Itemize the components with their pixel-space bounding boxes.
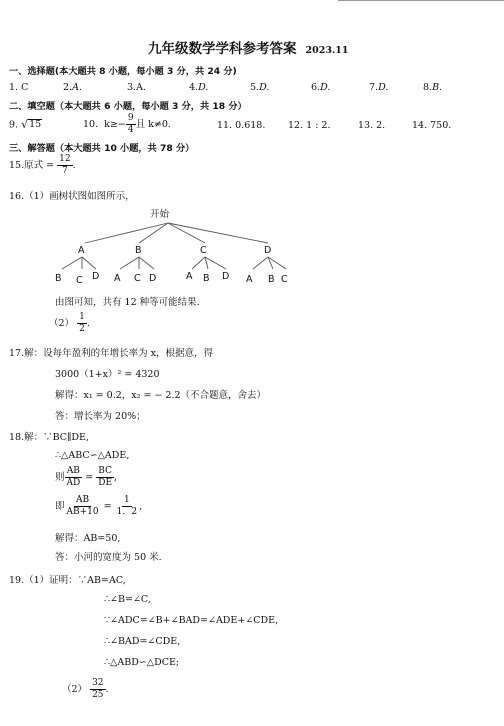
tree-branch (62, 257, 82, 269)
fill-item-10: 10. k≥− $\frac{9}{4}$ 且 k≠0. (83, 113, 171, 135)
section-solve-heading: 三、解答题（本大题共 10 小题，共 78 分） (9, 143, 195, 154)
fraction: $\frac{32}{25}$ (92, 678, 104, 700)
tree-branch (205, 257, 226, 269)
sqrt-expression: √ 15 (21, 118, 42, 131)
choice-item: 6.D. (311, 82, 331, 93)
tree-level2-label: A (114, 273, 121, 284)
q16-conclusion: 由图可知，共有 12 种等可能结果. (55, 297, 200, 308)
choice-item: 1. C (9, 82, 29, 93)
tree-level2-label: B (55, 273, 62, 284)
q19-line3: ∵∠ADC=∠B+∠BAD=∠ADE+∠CDE, (104, 615, 279, 626)
tree-branch (192, 257, 205, 269)
choice-answers (9, 82, 489, 96)
tree-branch (168, 223, 268, 243)
fraction: $\frac{12}{7}$ (59, 154, 71, 176)
choice-item: 2.A. (63, 82, 82, 93)
tree-level2-label: C (134, 273, 141, 284)
tree-level2-label: D (222, 271, 230, 282)
tree-level1-label: A (78, 245, 85, 256)
q15-answer: 15.原式 = $\frac{12}{7}$ . (9, 154, 76, 176)
q18-answer: 答：小河的宽度为 50 米. (55, 552, 162, 563)
page-date: 2023.11 (305, 45, 349, 56)
fraction: $\frac{BC}{DE}$ (98, 466, 113, 488)
q16-part2: （2） $\frac{1}{2}$ . (49, 312, 90, 334)
tree-level2-label: D (149, 273, 157, 284)
fill-answers (9, 114, 499, 136)
page-title: 九年级数学学科参考答案 (148, 41, 297, 57)
tree-root-label: 开始 (150, 209, 170, 220)
choice-item: 3.A. (127, 82, 146, 93)
tree-level1-label: B (135, 245, 142, 256)
tree-level2-label: D (92, 271, 100, 282)
tree-level2-label: A (186, 271, 193, 282)
q18-line2: ∴△ABC∽△ADE, (55, 450, 130, 461)
q17-equation: 3000（1+x）² = 4320 (55, 369, 160, 380)
fraction: $\frac{1}{1.2}$ (116, 495, 138, 517)
title-row (148, 37, 349, 57)
tree-branch (120, 257, 139, 269)
fraction: $\frac{AB}{AD}$ (66, 466, 81, 488)
choice-item: 5.D. (250, 82, 270, 93)
fraction: $\frac{9}{4}$ (127, 113, 134, 135)
tree-branch (85, 223, 168, 243)
choice-item: 7.D. (369, 82, 389, 93)
fraction: $\frac{AB}{AB+10}$ (66, 495, 99, 517)
q18-line1: 18.解：∵BC∥DE, (9, 432, 89, 443)
fill-item-14: 14. 750. (412, 120, 452, 131)
q16-line1: 16.（1）画树状图如图所示， (9, 191, 135, 202)
q19-line2: ∴∠B=∠C, (104, 594, 151, 605)
tree-level2-label: B (268, 274, 275, 285)
tree-diagram (40, 205, 300, 290)
q19-line4: ∴∠BAD=∠CDE, (104, 636, 181, 647)
choice-item: 8.B. (423, 82, 443, 93)
tree-level2-label: B (203, 273, 210, 284)
tree-level2-label: A (246, 274, 253, 285)
q19-line5: ∴△ABD∽△DCE; (104, 657, 180, 668)
fill-item-12: 12. 1 : 2. (288, 120, 331, 131)
tree-level2-label: C (76, 275, 83, 286)
tree-branch (139, 223, 168, 243)
q17-answer: 答：增长率为 20%； (55, 411, 146, 422)
q18-ratio1: 则 $\frac{AB}{AD}$ = $\frac{BC}{DE}$ , (55, 466, 118, 488)
section-fill-heading: 二、填空题（本大题共 6 小题，每小题 3 分，共 18 分） (9, 101, 247, 112)
fraction: $\frac{1}{2}$ (79, 312, 85, 334)
q17-solution: 解得：x₁ = 0.2，x₂ = − 2.2（不合题意，舍去） (55, 390, 267, 401)
top-edge-rule (338, 0, 504, 1)
tree-level2-label: C (281, 274, 288, 285)
q19-part2: （2） $\frac{32}{25}$ . (62, 678, 109, 700)
tree-level1-label: D (264, 245, 272, 256)
fill-item-11: 11. 0.618. (217, 120, 266, 131)
tree-branch (82, 257, 96, 269)
choice-item: 4.D. (189, 82, 209, 93)
fill-item-9: 9. √ 15 (9, 118, 42, 131)
tree-branch (139, 257, 154, 269)
q19-line1: 19.（1）证明：∵AB=AC, (9, 575, 126, 586)
q18-solution: 解得：AB=50, (55, 533, 121, 544)
tree-branch (253, 257, 268, 269)
q17-line1: 17.解：设每年盈利的年增长率为 x，根据意，得 (9, 348, 213, 359)
q18-ratio2: 即 $\frac{AB}{AB+10}$ = $\frac{1}{1.2}$ , (55, 495, 143, 517)
tree-branch (168, 223, 205, 243)
section-choice-heading: 一、选择题(本大题共 8 小题，每小题 3 分，共 24 分) (9, 66, 237, 77)
fill-item-13: 13. 2. (358, 120, 386, 131)
tree-level1-label: C (200, 245, 207, 256)
